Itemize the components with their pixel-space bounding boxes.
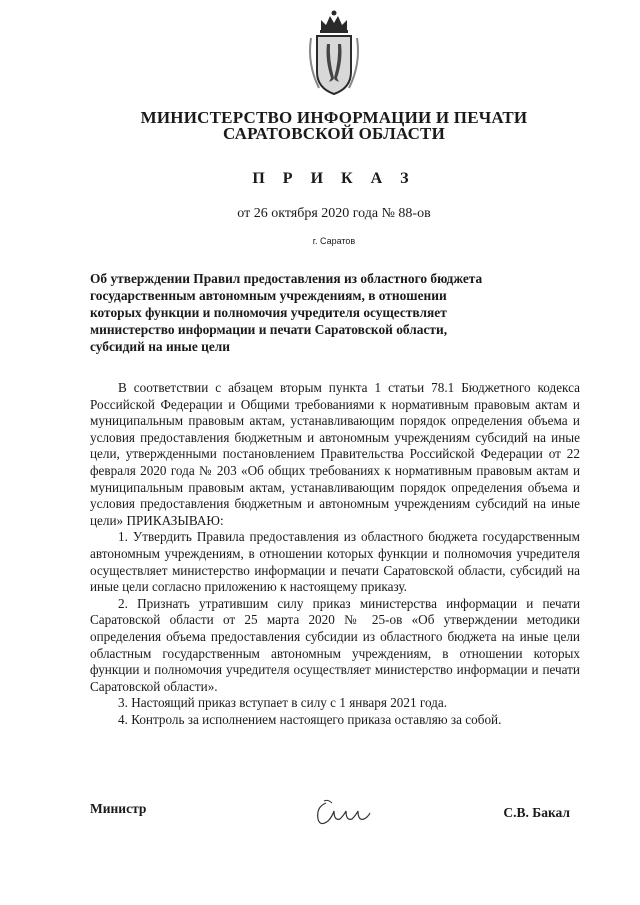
signer-position: Министр (90, 801, 147, 816)
preamble-paragraph: В соответствии с абзацем вторым пункта 1 статьи 78.1 Бюджетного кодекса Российской Федерации и Общими требованиями к нормативным правовым актам и муниципальным правовым актам, устанавливающим порядок определения объема и условия предоставления бюджетным и автономным учреждениям субсидий на иные цели, утвержденными постановлением Правительства Российской Федерации от 22 февраля 2020 года № 203 «Об общих требованиях к нормативным правовым актам и муниципальным правовым актам, устанавливающим порядок определения объема и условия предоставления бюджетным и автономным учреждениям субсидий на иные цели» ПРИКАЗЫВАЮ: (90, 380, 580, 528)
order-item-3: 3. Настоящий приказ вступает в силу с 1 января 2021 года. (118, 695, 448, 711)
order-city: г. Саратов (312, 236, 356, 246)
ministry-name-line2: САРАТОВСКОЙ ОБЛАСТИ (222, 124, 446, 143)
signer-name: С.В. Бакал (503, 805, 570, 820)
coat-of-arms-icon (305, 8, 363, 96)
subject-line: которых функции и полномочия учредителя осуществляет (90, 305, 447, 320)
order-item-4: 4. Контроль за исполнением настоящего приказа оставляю за собой. (118, 711, 502, 727)
subject-line: субсидий на иные цели (90, 339, 231, 354)
signature-block (90, 797, 570, 837)
order-subject (90, 270, 520, 355)
order-title: П Р И К А З (252, 170, 416, 187)
ministry-name-line1: МИНИСТЕРСТВО ИНФОРМАЦИИ И ПЕЧАТИ (140, 108, 528, 127)
subject-line: министерство информации и печати Саратовской области, (90, 322, 448, 337)
subject-line: государственным автономным учреждениям, в отношении (90, 288, 447, 303)
order-body (90, 380, 580, 728)
order-item-1: 1. Утвердить Правила предоставления из областного бюджета государственным автономным учреждениям, в отношении которых функции и полномочия учредителя осуществляет министерство информации и печати Саратовской области, субсидий на иные цели согласно приложению к настоящему приказу. (90, 529, 580, 595)
order-item-2: 2. Признать утратившим силу приказ министерства информации и печати Саратовской области от 25 марта 2020 № 25-ов «Об утверждении методики определения объема предоставления субсидии из областного бюджета на иные цели областным государственным автономным учреждениям, в отношении которых функции и полномочия учредителя осуществляет министерство информации и печати Саратовской области». (90, 595, 580, 694)
handwritten-signature-icon (312, 797, 376, 829)
subject-line: Об утверждении Правил предоставления из областного бюджета (90, 271, 483, 286)
order-date-number: от 26 октября 2020 года № 88-ов (237, 206, 431, 221)
